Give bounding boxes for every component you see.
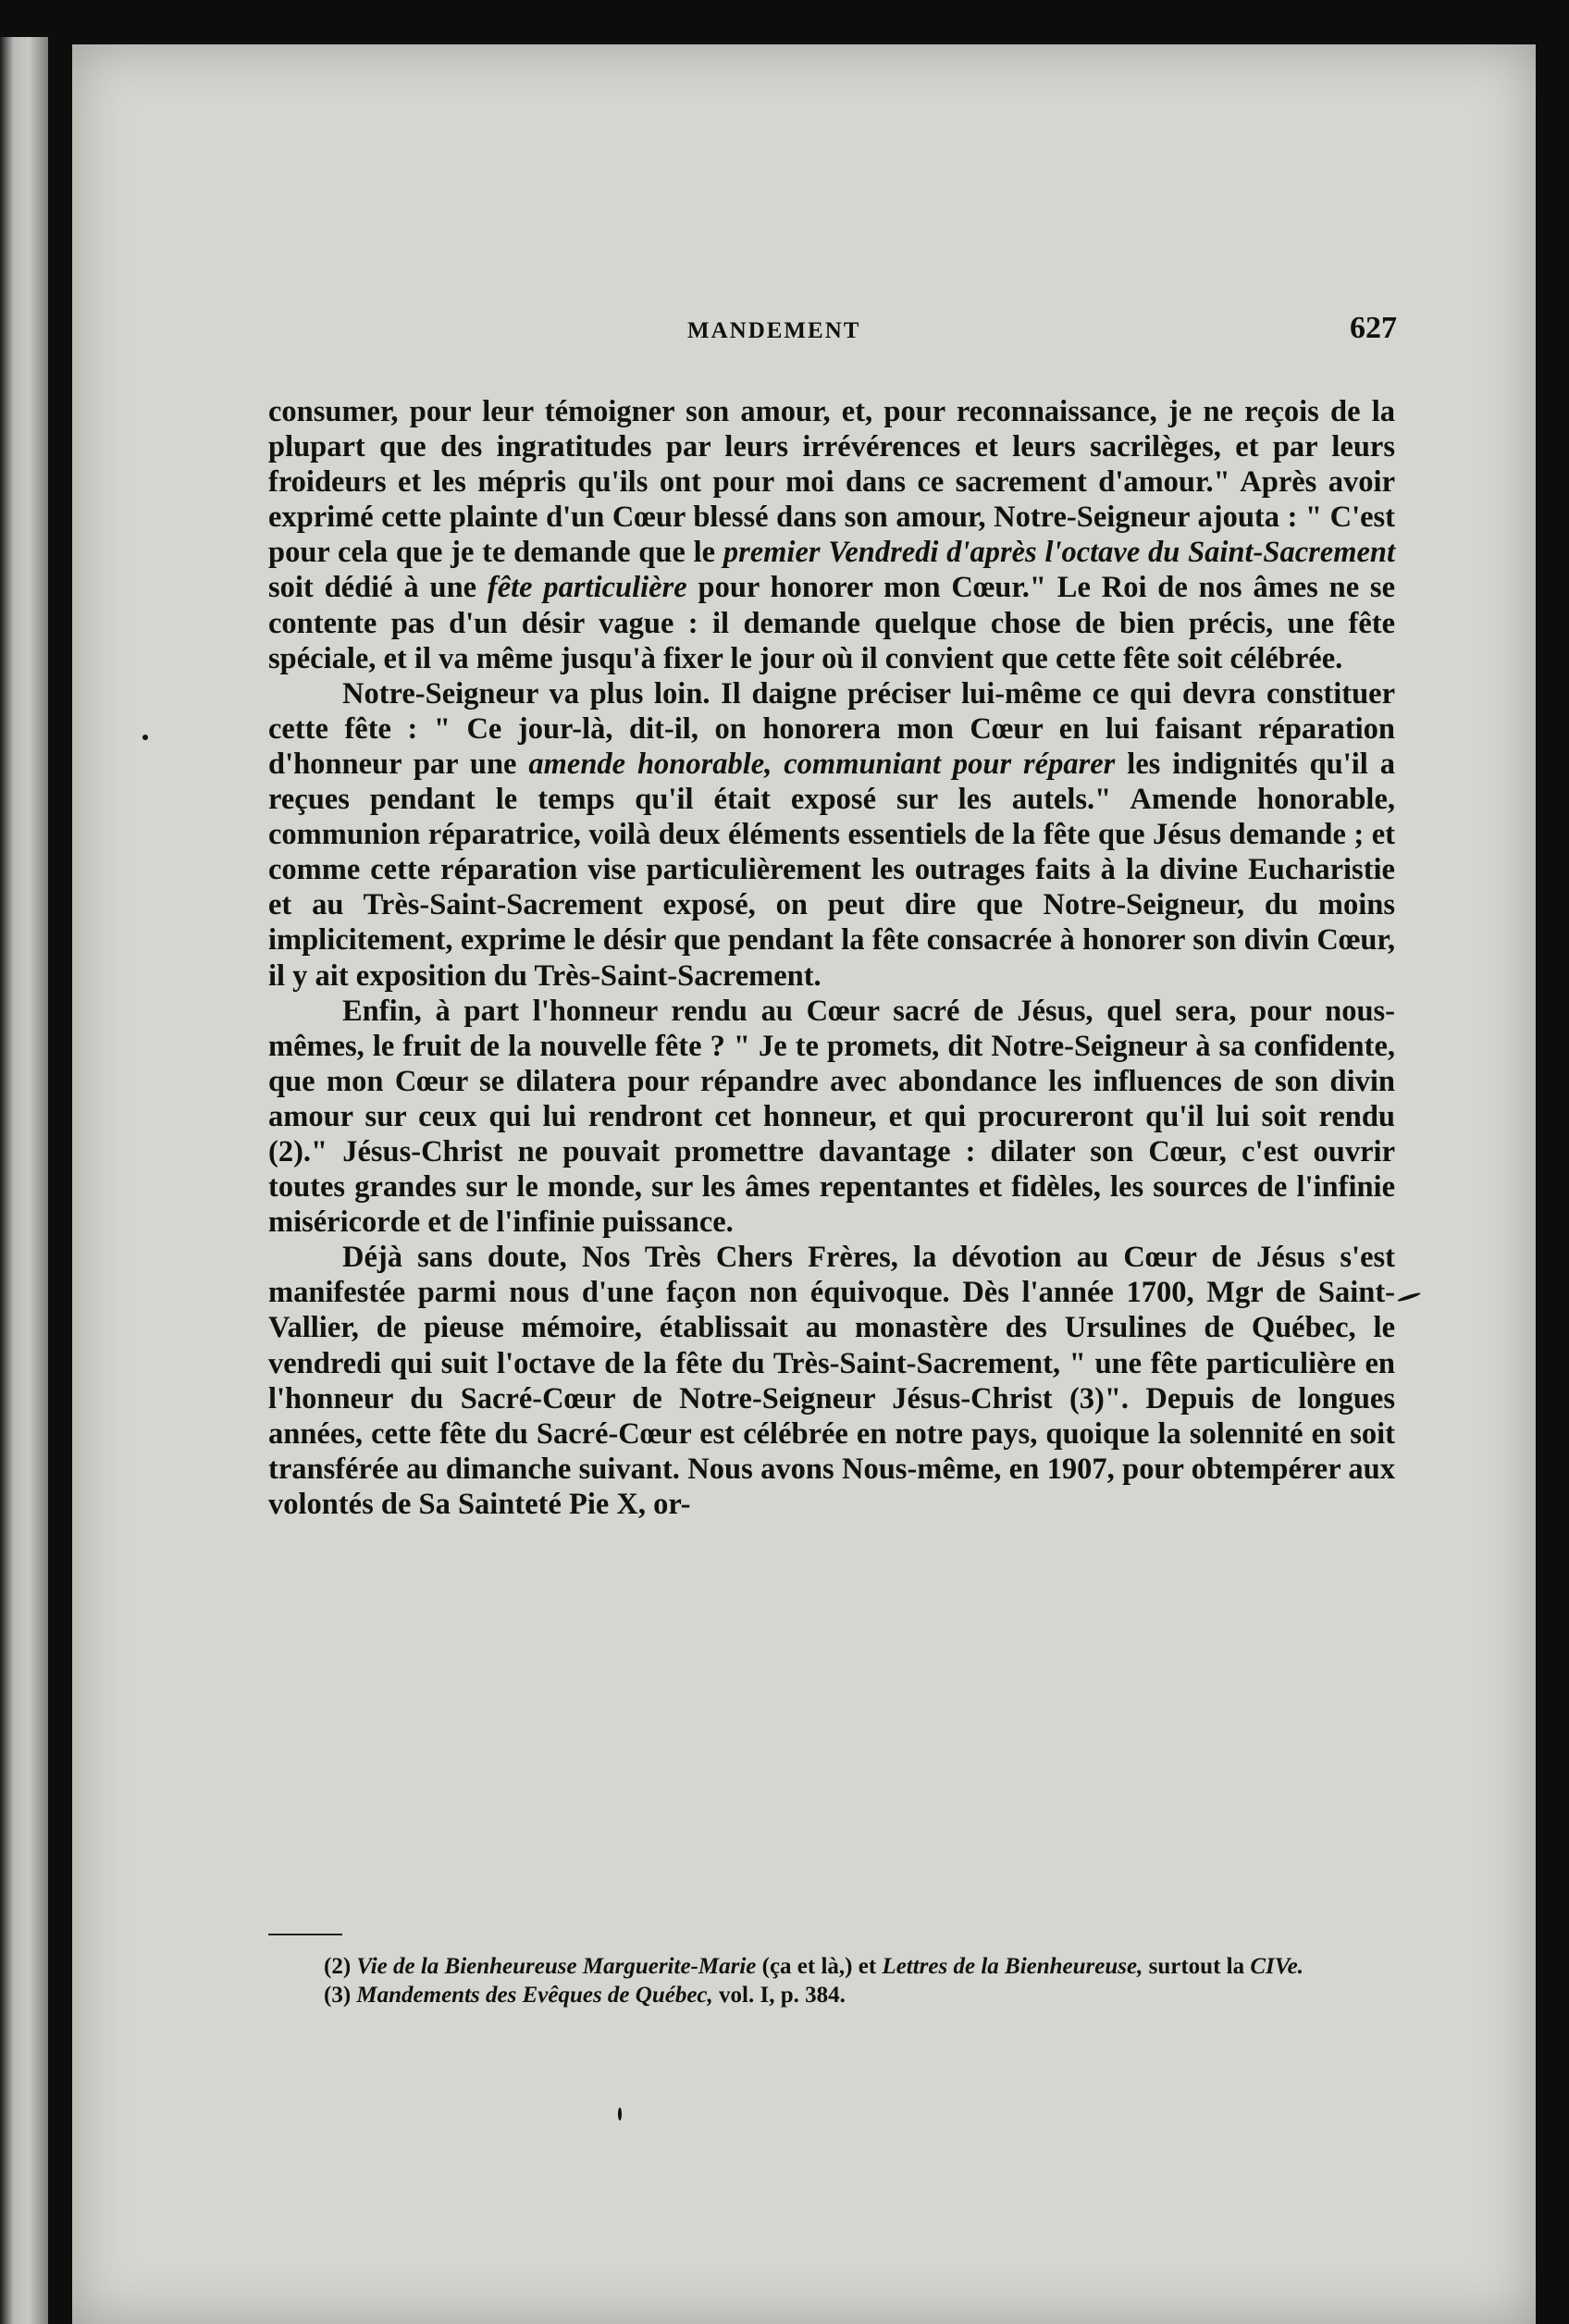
- footnote-3-italic-1: Mandements des Evêques de Québec,: [356, 1983, 713, 2008]
- paragraph-1-italic-2: fête particulière: [487, 571, 687, 605]
- paragraph-1-text-3: pour honorer mon Cœur." Le Roi de nos âmes ne se contente pas d'un désir vague : il demande quelque chose de bien précis, une fête spéciale, et il va même jusqu'à fixer le jour où il convient que cette fête soit célébrée.: [268, 571, 1396, 675]
- footnote-2-text-1: (ça et là,) et: [756, 1954, 883, 1979]
- paragraph-1-text-2: soit dédié à une: [268, 571, 488, 605]
- footnote-3: [268, 1981, 1395, 2009]
- paragraph-3: Enfin, à part l'honneur rendu au Cœur sacré de Jésus, quel sera, pour nous-mêmes, le fruit de la nouvelle fête ? " Je te promets, dit Notre-Seigneur à sa confidente, que mon Cœur se dilatera pour répandre avec abondance les influences de son divin amour sur ceux qui lui rendront cet honneur, et qui procureront qu'il lui soit rendu (2)." Jésus-Christ ne pouvait promettre davantage : dilater son Cœur, c'est ouvrir toutes grandes sur le monde, sur les âmes repentantes et fidèles, les sources de l'infinie miséricorde et de l'infinie puissance.: [268, 994, 1395, 1240]
- adjacent-page-edge: [0, 37, 48, 2324]
- paragraph-2: [268, 676, 1395, 994]
- page-number: 627: [1350, 311, 1397, 345]
- paragraph-2-text-2: les indignités qu'il a reçues pendant le temps qu'il était exposé sur les autels." Amende honorable, communion réparatrice, voilà deux éléments essentiels de la fête que Jésus demande ; et comme cette réparation vise particulièrement les outrages faits à la divine Eucharistie et au Très-Saint-Sacrement exposé, on peut dire que Notre-Seigneur, du moins implicitement, exprime le désir que pendant la fête consacrée à honorer son divin Cœur, il y ait exposition du Très-Saint-Sacrement.: [268, 747, 1395, 993]
- ink-speck: [1397, 1292, 1421, 1303]
- footnote-3-text-1: vol. I, p. 384.: [712, 1983, 846, 2008]
- footnote-rule: [268, 1934, 342, 1935]
- footnote-2-italic-1: Vie de la Bienheureuse Marguerite-Marie: [356, 1954, 757, 1979]
- ink-speck: [618, 2108, 622, 2120]
- footnote-2-text-2: surtout la: [1143, 1954, 1251, 1979]
- footnote-2-italic-2: Lettres de la Bienheureuse,: [882, 1954, 1143, 1979]
- body-text: [268, 394, 1395, 1522]
- footnote-2-number: (2): [324, 1954, 357, 1979]
- paragraph-4: Déjà sans doute, Nos Très Chers Frères, la dévotion au Cœur de Jésus s'est manifestée parmi nous d'une façon non équivoque. Dès l'année 1700, Mgr de Saint-Vallier, de pieuse mémoire, établissait au monastère des Ursulines de Québec, le vendredi qui suit l'octave de la fête du Très-Saint-Sacrement, " une fête particulière en l'honneur du Sacré-Cœur de Notre-Seigneur Jésus-Christ (3)". Depuis de longues années, cette fête du Sacré-Cœur est célébrée en notre pays, quoique la solennité en soit transférée au dimanche suivant. Nous avons Nous-même, en 1907, pour obtempérer aux volontés de Sa Sainteté Pie X, or-: [268, 1241, 1395, 1521]
- ink-speck: [142, 735, 148, 740]
- paragraph-1: [268, 394, 1395, 676]
- paragraph-2-text-1: Notre-Seigneur va plus loin. Il daigne préciser lui-même ce qui devra constituer cette fête : " Ce jour-là, dit-il, on honorera mon Cœur en lui faisant réparation d'honneur par une: [268, 676, 1395, 781]
- running-title: MANDEMENT: [687, 318, 861, 343]
- footnotes: [268, 1952, 1395, 2009]
- paragraph-2-italic-1: amende honorable, communiant pour réparer: [528, 747, 1116, 781]
- paragraph-1-italic-1: premier Vendredi d'après l'octave du Saint-Sacrement: [723, 536, 1396, 570]
- footnote-3-number: (3): [324, 1983, 357, 2008]
- footnote-2: [268, 1952, 1395, 1981]
- page-header: [72, 311, 1536, 366]
- book-page: [72, 44, 1536, 2324]
- paragraph-1-text-1: consumer, pour leur témoigner son amour, et, pour reconnaissance, je ne reçois de la plupart que des ingratitudes par leurs irrévérences et leurs sacrilèges, et par leurs froideurs et les mépris qu'ils ont pour moi dans ce sacrement d'amour." Après avoir exprimé cette plainte d'un Cœur blessé dans son amour, Notre-Seigneur ajouta : " C'est pour cela que je te demande que le: [268, 395, 1395, 570]
- footnote-2-italic-3: CIVe.: [1250, 1954, 1303, 1979]
